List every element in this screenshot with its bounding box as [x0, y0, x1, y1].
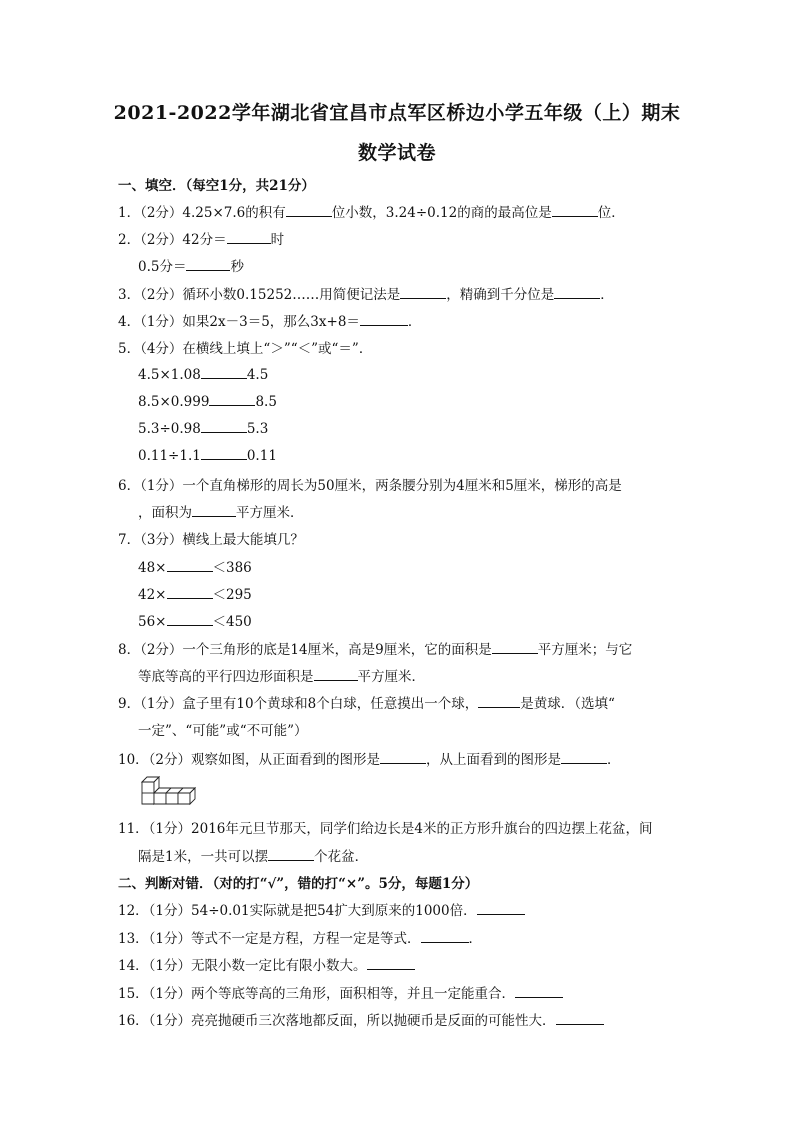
q5-value: 5.3 [246, 421, 269, 437]
question-12 [118, 899, 794, 919]
q11-text-c: 个花盆． [314, 849, 369, 865]
q5-expression: 5.3÷0.98 [138, 421, 201, 437]
answer-blank[interactable] [400, 285, 446, 299]
question-6-line-2 [138, 501, 794, 521]
question-8 [118, 638, 794, 658]
q14-text-a: 14．（1分）无限小数一定比有限小数大。 [118, 958, 367, 974]
answer-blank[interactable] [552, 203, 598, 217]
q11-text-a: 11．（1分）2016年元旦节那天，同学们给边长是4米的正方形升旗台的四边摆上花盆，间 [118, 821, 653, 837]
answer-blank[interactable] [268, 847, 314, 861]
q7-limit: ＜450 [212, 614, 252, 630]
question-5 [118, 337, 794, 357]
answer-blank[interactable] [554, 285, 600, 299]
answer-blank[interactable] [380, 750, 426, 764]
q13-text-b: ． [468, 931, 483, 947]
question-7 [118, 528, 794, 548]
answer-blank[interactable] [314, 667, 358, 681]
answer-blank[interactable] [286, 203, 332, 217]
question-11 [118, 817, 794, 837]
q8-text-a: 8．（2分）一个三角形的底是14厘米，高是9厘米，它的面积是 [118, 642, 492, 658]
answer-blank[interactable] [561, 750, 607, 764]
q1-text-a: 1．（2分）4.25×7.6的积有 [118, 205, 286, 221]
question-11-line-2 [138, 845, 794, 865]
q2-text-d: 秒 [230, 259, 244, 275]
q7-row-2 [138, 583, 794, 603]
question-2-part-2 [138, 255, 794, 275]
answer-blank[interactable] [201, 419, 247, 433]
answer-blank[interactable] [167, 585, 213, 599]
q13-text-a: 13．（1分）等式不一定是方程，方程一定是等式． [118, 931, 421, 947]
answer-blank[interactable] [201, 365, 247, 379]
q7-text-a: 7．（3分）横线上最大能填几？ [118, 532, 304, 548]
question-3 [118, 283, 794, 303]
q1-text-c: 位． [597, 205, 625, 221]
q5-row-2 [138, 392, 794, 410]
answer-blank[interactable] [478, 694, 520, 708]
q7-row-1 [138, 556, 794, 576]
q1-text-b: 位小数，3.24÷0.12的商的最高位是 [331, 205, 552, 221]
q12-text-a: 12．（1分）54÷0.01实际就是把54扩大到原来的1000倍． [118, 903, 477, 919]
q9-text-c: 一定”、“可能”或“不可能”） [138, 723, 308, 739]
q3-text-a: 3．（2分）循环小数0.15252……用简便记法是 [118, 287, 401, 303]
q9-text-b: 是黄球．（选填“ [520, 696, 615, 712]
q5-value: 4.5 [246, 367, 269, 383]
q8-text-d: 平方厘米． [357, 669, 425, 685]
answer-blank[interactable] [360, 312, 408, 326]
answer-blank[interactable] [186, 257, 230, 271]
answer-blank[interactable] [492, 640, 538, 654]
q5-expression: 0.11÷1.1 [138, 448, 201, 464]
q10-text-c: ． [607, 752, 621, 768]
q5-row-1 [138, 365, 794, 383]
answer-blank[interactable] [227, 230, 271, 244]
q7-factor: 42× [138, 587, 167, 603]
q11-text-b: 隔是1米，一共可以摆 [138, 849, 269, 865]
q7-factor: 56× [138, 614, 167, 630]
question-15 [118, 982, 794, 1002]
section-heading-true-false: 二、判断对错．（对的打“√”，错的打“×”。5分，每题1分） [118, 876, 479, 892]
q5-value: 0.11 [246, 448, 277, 464]
q6-text-c: 平方厘米． [236, 505, 304, 521]
q15-text-a: 15．（1分）两个等底等高的三角形，面积相等，并且一定能重合． [118, 986, 516, 1002]
page-title-line1: 2021-2022学年湖北省宜昌市点军区桥边小学五年级（上）期末 [113, 102, 681, 124]
q5-expression: 4.5×1.08 [138, 367, 201, 383]
cube-stack-figure [138, 770, 202, 806]
cube-face [154, 793, 166, 804]
answer-blank[interactable] [421, 929, 469, 943]
cube-face [154, 788, 195, 793]
q3-text-b: ，精确到千分位是 [446, 287, 555, 303]
answer-blank[interactable] [209, 392, 255, 406]
q9-text-a: 9．（1分）盒子里有10个黄球和8个白球，任意摸出一个球， [118, 696, 479, 712]
answer-blank[interactable] [167, 612, 213, 626]
q7-row-3 [138, 610, 794, 630]
answer-blank[interactable] [477, 901, 525, 915]
q5-value: 8.5 [255, 394, 277, 410]
page-title-line2: 数学试卷 [357, 142, 436, 164]
q4-text-b: ． [407, 314, 422, 330]
q16-text-a: 16．（1分）亮亮抛硬币三次落地都反面，所以抛硬币是反面的可能性大． [118, 1013, 556, 1029]
q7-limit: ＜386 [212, 560, 252, 576]
cube-face [178, 793, 190, 804]
question-1 [118, 201, 794, 221]
answer-blank[interactable] [515, 984, 563, 998]
q5-expression: 8.5×0.999 [138, 394, 210, 410]
q8-text-c: 等底等高的平行四边形面积是 [138, 669, 314, 685]
question-6 [118, 474, 794, 494]
q7-limit: ＜295 [212, 587, 252, 603]
cube-face [166, 793, 178, 804]
q5-row-3 [138, 419, 794, 437]
answer-blank[interactable] [167, 558, 213, 572]
q6-text-b: ，面积为 [138, 505, 192, 521]
question-14 [118, 954, 794, 974]
q6-text-a: 6．（1分）一个直角梯形的周长为50厘米，两条腰分别为4厘米和5厘米，梯形的高是 [118, 478, 622, 494]
question-9 [118, 692, 794, 712]
answer-blank[interactable] [201, 446, 247, 460]
q7-factor: 48× [138, 560, 167, 576]
question-8-line-2 [138, 665, 794, 685]
q10-text-a: 10．（2分）观察如图，从正面看到的图形是 [118, 752, 381, 768]
q10-text-b: ，从上面看到的图形是 [426, 752, 562, 768]
q2-text-c: 0.5分＝ [138, 259, 187, 275]
question-10 [118, 748, 794, 768]
answer-blank[interactable] [192, 503, 236, 517]
section-heading-fill-blank: 一、填空．（每空1分，共21分） [118, 178, 315, 194]
question-13 [118, 927, 794, 947]
question-16 [118, 1009, 794, 1029]
question-9-line-2 [138, 719, 794, 739]
question-2 [118, 228, 794, 248]
q3-text-c: ． [600, 287, 614, 303]
q4-text-a: 4．（1分）如果2x－3＝5，那么3x+8＝ [118, 314, 360, 330]
answer-blank[interactable] [556, 1011, 604, 1025]
q2-text-b: 时 [270, 232, 285, 248]
q8-text-b: 平方厘米；与它 [537, 642, 633, 658]
q5-row-4 [138, 446, 794, 464]
q2-text-a: 2．（2分）42分＝ [118, 232, 227, 248]
answer-blank[interactable] [367, 956, 415, 970]
q5-text-a: 5．（4分）在横线上填上“＞”“＜”或“＝”． [118, 341, 373, 357]
question-4 [118, 310, 794, 330]
